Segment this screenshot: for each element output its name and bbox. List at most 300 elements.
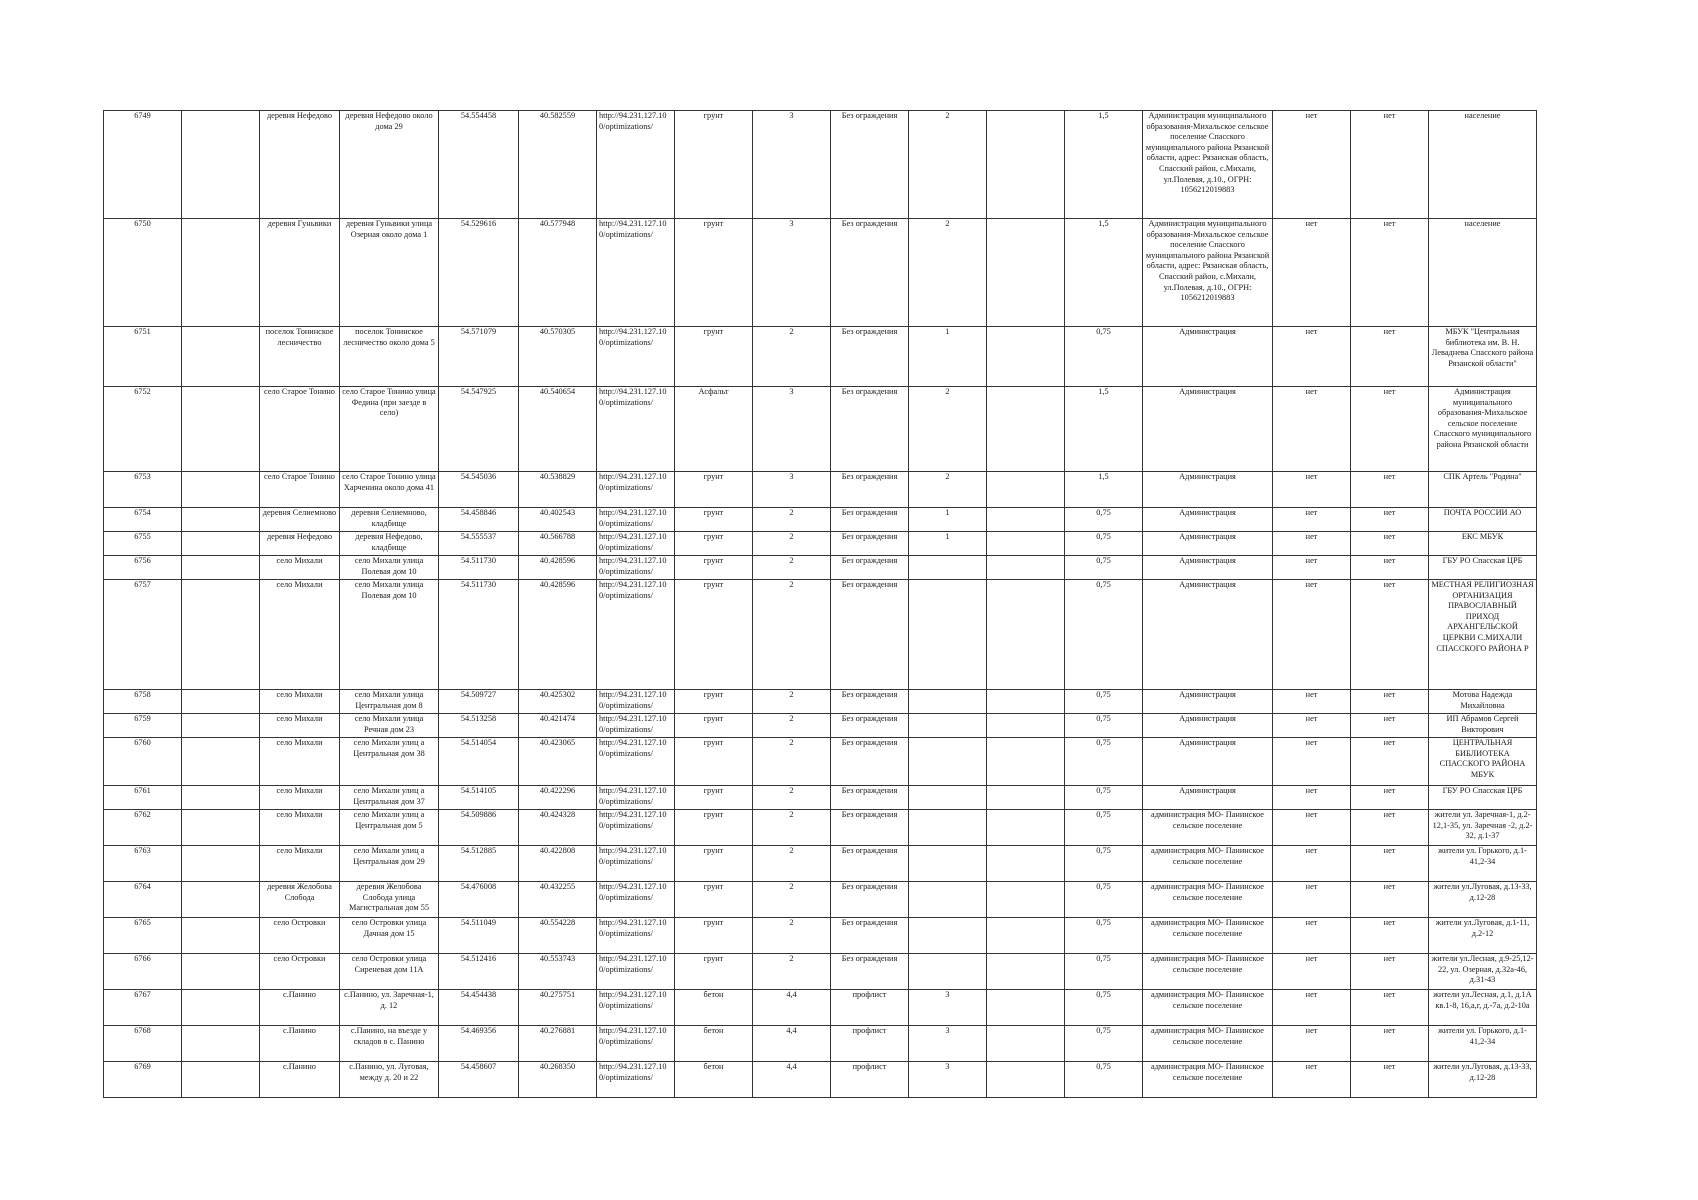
surface-cell: грунт — [675, 882, 753, 918]
table-row — [104, 327, 1537, 387]
flag-cell-2: нет — [1351, 556, 1429, 580]
address-cell: село Михали улица Центральная дом 8 — [340, 690, 439, 714]
latitude-cell: 54.458607 — [439, 1062, 519, 1098]
address-cell: село Островки улица Дачная дом 15 — [340, 918, 439, 954]
address-cell: с.Панино, ул. Луговая, между д. 20 и 22 — [340, 1062, 439, 1098]
address-cell: деревня Гуньвики улица Озерная около дома 1 — [340, 219, 439, 327]
blank-cell — [182, 690, 260, 714]
settlement-cell: деревня Нефедово — [260, 532, 340, 556]
waste-source-cell: ИП Абрамов Сергей Викторович — [1429, 714, 1537, 738]
map-link-cell[interactable]: http://94.231.127.10 0/optimizations/ — [597, 714, 675, 738]
latitude-cell: 54.547925 — [439, 387, 519, 472]
flag-cell-1: нет — [1273, 508, 1351, 532]
volume-cell: 0,75 — [1065, 846, 1143, 882]
latitude-cell: 54.545036 — [439, 472, 519, 508]
containers-cell: 1 — [909, 532, 987, 556]
flag-cell-1: нет — [1273, 918, 1351, 954]
table-row — [104, 387, 1537, 472]
area-cell: 3 — [753, 387, 831, 472]
table-row — [104, 1062, 1537, 1098]
address-cell: село Михали улиц а Центральная дом 38 — [340, 738, 439, 786]
map-link-cell[interactable]: http://94.231.127.10 0/optimizations/ — [597, 387, 675, 472]
flag-cell-1: нет — [1273, 1026, 1351, 1062]
area-cell: 2 — [753, 508, 831, 532]
blank-cell-2 — [987, 918, 1065, 954]
fence-cell: Без ограждения — [831, 954, 909, 990]
blank-cell-2 — [987, 1026, 1065, 1062]
owner-cell: Администрация — [1143, 738, 1273, 786]
map-link-cell[interactable]: http://94.231.127.10 0/optimizations/ — [597, 786, 675, 810]
containers-cell — [909, 738, 987, 786]
blank-cell — [182, 738, 260, 786]
latitude-cell: 54.509886 — [439, 810, 519, 846]
blank-cell-2 — [987, 882, 1065, 918]
flag-cell-2: нет — [1351, 327, 1429, 387]
table-row — [104, 219, 1537, 327]
longitude-cell: 40.422296 — [519, 786, 597, 810]
address-cell: село Михали улиц а Центральная дом 37 — [340, 786, 439, 810]
area-cell: 2 — [753, 690, 831, 714]
map-link-cell[interactable]: http://94.231.127.10 0/optimizations/ — [597, 690, 675, 714]
owner-cell: администрация МО- Панинское сельское поселение — [1143, 810, 1273, 846]
fence-cell: профлист — [831, 990, 909, 1026]
flag-cell-2: нет — [1351, 1062, 1429, 1098]
address-cell: село Михали улиц а Центральная дом 5 — [340, 810, 439, 846]
fence-cell: Без ограждения — [831, 714, 909, 738]
flag-cell-2: нет — [1351, 714, 1429, 738]
fence-cell: Без ограждения — [831, 387, 909, 472]
blank-cell — [182, 810, 260, 846]
owner-cell: Администрация — [1143, 472, 1273, 508]
longitude-cell: 40.276881 — [519, 1026, 597, 1062]
volume-cell: 0,75 — [1065, 556, 1143, 580]
settlement-cell: с.Панино — [260, 990, 340, 1026]
surface-cell: грунт — [675, 327, 753, 387]
address-cell: село Михали улиц а Центральная дом 29 — [340, 846, 439, 882]
surface-cell: грунт — [675, 918, 753, 954]
containers-cell — [909, 954, 987, 990]
surface-cell: грунт — [675, 219, 753, 327]
settlement-cell: село Михали — [260, 556, 340, 580]
table-row — [104, 532, 1537, 556]
map-link-cell[interactable]: http://94.231.127.10 0/optimizations/ — [597, 327, 675, 387]
containers-cell: 3 — [909, 1026, 987, 1062]
table-row — [104, 810, 1537, 846]
table-row — [104, 1026, 1537, 1062]
blank-cell-2 — [987, 954, 1065, 990]
blank-cell-2 — [987, 532, 1065, 556]
latitude-cell: 54.529616 — [439, 219, 519, 327]
record-id-cell: 6766 — [104, 954, 182, 990]
waste-source-cell: Мотова Надежда Михайловна — [1429, 690, 1537, 714]
blank-cell-2 — [987, 786, 1065, 810]
area-cell: 4,4 — [753, 990, 831, 1026]
flag-cell-2: нет — [1351, 690, 1429, 714]
blank-cell — [182, 1026, 260, 1062]
settlement-cell: село Михали — [260, 810, 340, 846]
surface-cell: бетон — [675, 990, 753, 1026]
blank-cell-2 — [987, 219, 1065, 327]
waste-source-cell: ГБУ РО Спасская ЦРБ — [1429, 786, 1537, 810]
surface-cell: грунт — [675, 472, 753, 508]
flag-cell-2: нет — [1351, 882, 1429, 918]
containers-cell: 3 — [909, 1062, 987, 1098]
map-link-cell[interactable]: http://94.231.127.10 0/optimizations/ — [597, 954, 675, 990]
containers-cell — [909, 918, 987, 954]
blank-cell-2 — [987, 990, 1065, 1026]
flag-cell-2: нет — [1351, 1026, 1429, 1062]
fence-cell: Без ограждения — [831, 918, 909, 954]
containers-cell — [909, 556, 987, 580]
latitude-cell: 54.512885 — [439, 846, 519, 882]
area-cell: 2 — [753, 327, 831, 387]
waste-source-cell: население — [1429, 111, 1537, 219]
table-row — [104, 556, 1537, 580]
surface-cell: грунт — [675, 846, 753, 882]
blank-cell-2 — [987, 556, 1065, 580]
longitude-cell: 40.582559 — [519, 111, 597, 219]
surface-cell: бетон — [675, 1062, 753, 1098]
area-cell: 4,4 — [753, 1062, 831, 1098]
record-id-cell: 6759 — [104, 714, 182, 738]
volume-cell: 1,5 — [1065, 219, 1143, 327]
blank-cell — [182, 714, 260, 738]
longitude-cell: 40.424328 — [519, 810, 597, 846]
latitude-cell: 54.513258 — [439, 714, 519, 738]
map-link-cell[interactable]: http://94.231.127.10 0/optimizations/ — [597, 738, 675, 786]
longitude-cell: 40.553743 — [519, 954, 597, 990]
containers-cell — [909, 846, 987, 882]
map-link-cell[interactable]: http://94.231.127.10 0/optimizations/ — [597, 1026, 675, 1062]
volume-cell: 0,75 — [1065, 580, 1143, 690]
area-cell: 3 — [753, 219, 831, 327]
settlement-cell: село Островки — [260, 918, 340, 954]
record-id-cell: 6757 — [104, 580, 182, 690]
flag-cell-1: нет — [1273, 846, 1351, 882]
latitude-cell: 54.511049 — [439, 918, 519, 954]
area-cell: 2 — [753, 810, 831, 846]
longitude-cell: 40.566788 — [519, 532, 597, 556]
address-cell: деревня Нефедово около дома 29 — [340, 111, 439, 219]
address-cell: село Михали улица Полевая дом 10 — [340, 580, 439, 690]
owner-cell: администрация МО- Панинское сельское поселение — [1143, 954, 1273, 990]
latitude-cell: 54.476008 — [439, 882, 519, 918]
settlement-cell: село Михали — [260, 786, 340, 810]
flag-cell-1: нет — [1273, 990, 1351, 1026]
owner-cell: Администрация — [1143, 327, 1273, 387]
surface-cell: бетон — [675, 1026, 753, 1062]
record-id-cell: 6755 — [104, 532, 182, 556]
map-link-cell[interactable]: http://94.231.127.10 0/optimizations/ — [597, 580, 675, 690]
fence-cell: Без ограждения — [831, 846, 909, 882]
blank-cell — [182, 556, 260, 580]
area-cell: 2 — [753, 714, 831, 738]
containers-cell: 2 — [909, 111, 987, 219]
longitude-cell: 40.428596 — [519, 580, 597, 690]
owner-cell: администрация МО- Панинское сельское поселение — [1143, 882, 1273, 918]
record-id-cell: 6758 — [104, 690, 182, 714]
surface-cell: грунт — [675, 714, 753, 738]
latitude-cell: 54.509727 — [439, 690, 519, 714]
surface-cell: грунт — [675, 810, 753, 846]
longitude-cell: 40.422808 — [519, 846, 597, 882]
record-id-cell: 6751 — [104, 327, 182, 387]
flag-cell-2: нет — [1351, 580, 1429, 690]
map-link-cell[interactable]: http://94.231.127.10 0/optimizations/ — [597, 882, 675, 918]
flag-cell-1: нет — [1273, 882, 1351, 918]
table-row — [104, 111, 1537, 219]
settlement-cell: поселок Тонинское лесничество — [260, 327, 340, 387]
map-link-cell[interactable]: http://94.231.127.10 0/optimizations/ — [597, 556, 675, 580]
record-id-cell: 6762 — [104, 810, 182, 846]
address-cell: село Михали улица Полевая дом 10 — [340, 556, 439, 580]
settlement-cell: с.Панино — [260, 1026, 340, 1062]
volume-cell: 0,75 — [1065, 327, 1143, 387]
blank-cell-2 — [987, 846, 1065, 882]
address-cell: деревня Нефедово, кладбище — [340, 532, 439, 556]
flag-cell-1: нет — [1273, 532, 1351, 556]
longitude-cell: 40.554228 — [519, 918, 597, 954]
record-id-cell: 6749 — [104, 111, 182, 219]
blank-cell-2 — [987, 690, 1065, 714]
volume-cell: 0,75 — [1065, 1026, 1143, 1062]
settlement-cell: деревня Гуньвики — [260, 219, 340, 327]
blank-cell — [182, 472, 260, 508]
latitude-cell: 54.554458 — [439, 111, 519, 219]
settlement-cell: село Михали — [260, 846, 340, 882]
area-cell: 2 — [753, 580, 831, 690]
fence-cell: Без ограждения — [831, 882, 909, 918]
blank-cell-2 — [987, 508, 1065, 532]
latitude-cell: 54.511730 — [439, 580, 519, 690]
flag-cell-2: нет — [1351, 508, 1429, 532]
volume-cell: 0,75 — [1065, 990, 1143, 1026]
area-cell: 2 — [753, 882, 831, 918]
surface-cell: грунт — [675, 954, 753, 990]
waste-source-cell: ЦЕНТРАЛЬНАЯ БИБЛИОТЕКА СПАССКОГО РАЙОНА МБУК — [1429, 738, 1537, 786]
blank-cell — [182, 990, 260, 1026]
flag-cell-2: нет — [1351, 472, 1429, 508]
owner-cell: Администрация муниципального образования-Михальское сельское поселение Спасского муниципального района Рязанской области, адрес: Рязанская область, Спасский район, с.Михали, ул.Полевая, д.10., ОГРН: 1056212019883 — [1143, 111, 1273, 219]
flag-cell-2: нет — [1351, 954, 1429, 990]
fence-cell: профлист — [831, 1026, 909, 1062]
waste-source-cell: жители ул. Горького, д.1-41,2-34 — [1429, 1026, 1537, 1062]
waste-source-cell: население — [1429, 219, 1537, 327]
surface-cell: грунт — [675, 580, 753, 690]
table-row — [104, 714, 1537, 738]
latitude-cell: 54.454438 — [439, 990, 519, 1026]
owner-cell: Администрация — [1143, 387, 1273, 472]
map-link-cell[interactable]: http://94.231.127.10 0/optimizations/ — [597, 111, 675, 219]
blank-cell — [182, 387, 260, 472]
volume-cell: 0,75 — [1065, 1062, 1143, 1098]
fence-cell: профлист — [831, 1062, 909, 1098]
containers-cell: 2 — [909, 219, 987, 327]
table-row — [104, 846, 1537, 882]
volume-cell: 1,5 — [1065, 472, 1143, 508]
address-cell: село Старое Тонино улица Федина (при заезде в село) — [340, 387, 439, 472]
address-cell: село Островки улица Сиреневая дом 11А — [340, 954, 439, 990]
map-link-cell[interactable]: http://94.231.127.10 0/optimizations/ — [597, 472, 675, 508]
containers-cell — [909, 580, 987, 690]
volume-cell: 0,75 — [1065, 918, 1143, 954]
map-link-cell[interactable]: http://94.231.127.10 0/optimizations/ — [597, 219, 675, 327]
fence-cell: Без ограждения — [831, 556, 909, 580]
fence-cell: Без ограждения — [831, 810, 909, 846]
waste-source-cell: СПК Артель "Родина" — [1429, 472, 1537, 508]
flag-cell-2: нет — [1351, 532, 1429, 556]
record-id-cell: 6763 — [104, 846, 182, 882]
latitude-cell: 54.555537 — [439, 532, 519, 556]
owner-cell: администрация МО- Панинское сельское поселение — [1143, 846, 1273, 882]
blank-cell — [182, 327, 260, 387]
settlement-cell: село Михали — [260, 714, 340, 738]
latitude-cell: 54.514105 — [439, 786, 519, 810]
flag-cell-1: нет — [1273, 580, 1351, 690]
flag-cell-1: нет — [1273, 219, 1351, 327]
volume-cell: 0,75 — [1065, 810, 1143, 846]
waste-source-cell: жители ул. Горького, д.1-41,2-34 — [1429, 846, 1537, 882]
flag-cell-2: нет — [1351, 111, 1429, 219]
map-link-cell[interactable]: http://94.231.127.10 0/optimizations/ — [597, 532, 675, 556]
table-row — [104, 738, 1537, 786]
longitude-cell: 40.540654 — [519, 387, 597, 472]
volume-cell: 0,75 — [1065, 786, 1143, 810]
blank-cell-2 — [987, 738, 1065, 786]
flag-cell-2: нет — [1351, 786, 1429, 810]
fence-cell: Без ограждения — [831, 690, 909, 714]
containers-cell — [909, 810, 987, 846]
volume-cell: 0,75 — [1065, 714, 1143, 738]
volume-cell: 0,75 — [1065, 882, 1143, 918]
table-row — [104, 690, 1537, 714]
flag-cell-1: нет — [1273, 786, 1351, 810]
flag-cell-1: нет — [1273, 111, 1351, 219]
volume-cell: 1,5 — [1065, 111, 1143, 219]
settlement-cell: с.Панино — [260, 1062, 340, 1098]
longitude-cell: 40.577948 — [519, 219, 597, 327]
map-link-cell[interactable]: http://94.231.127.10 0/optimizations/ — [597, 918, 675, 954]
address-cell: село Михали улица Речная дом 23 — [340, 714, 439, 738]
blank-cell — [182, 532, 260, 556]
longitude-cell: 40.425302 — [519, 690, 597, 714]
flag-cell-1: нет — [1273, 327, 1351, 387]
flag-cell-1: нет — [1273, 690, 1351, 714]
address-cell: с.Панино, ул. Заречная-1, д. 12 — [340, 990, 439, 1026]
waste-source-cell: ЕКС МБУК — [1429, 532, 1537, 556]
containers-cell: 2 — [909, 472, 987, 508]
longitude-cell: 40.428596 — [519, 556, 597, 580]
area-cell: 4,4 — [753, 1026, 831, 1062]
owner-cell: администрация МО- Панинское сельское поселение — [1143, 1062, 1273, 1098]
map-link-cell[interactable]: http://94.231.127.10 0/optimizations/ — [597, 990, 675, 1026]
settlement-cell: село Михали — [260, 580, 340, 690]
latitude-cell: 54.469356 — [439, 1026, 519, 1062]
blank-cell-2 — [987, 580, 1065, 690]
blank-cell-2 — [987, 714, 1065, 738]
area-cell: 3 — [753, 111, 831, 219]
address-cell: деревня Селиемново, кладбище — [340, 508, 439, 532]
flag-cell-1: нет — [1273, 556, 1351, 580]
owner-cell: Администрация — [1143, 690, 1273, 714]
fence-cell: Без ограждения — [831, 472, 909, 508]
table-row — [104, 472, 1537, 508]
flag-cell-1: нет — [1273, 714, 1351, 738]
blank-cell — [182, 1062, 260, 1098]
owner-cell: Администрация — [1143, 508, 1273, 532]
map-link-cell[interactable]: http://94.231.127.10 0/optimizations/ — [597, 1062, 675, 1098]
latitude-cell: 54.511730 — [439, 556, 519, 580]
longitude-cell: 40.538829 — [519, 472, 597, 508]
area-cell: 2 — [753, 786, 831, 810]
containers-cell — [909, 786, 987, 810]
flag-cell-2: нет — [1351, 990, 1429, 1026]
flag-cell-2: нет — [1351, 810, 1429, 846]
map-link-cell[interactable]: http://94.231.127.10 0/optimizations/ — [597, 810, 675, 846]
containers-cell — [909, 690, 987, 714]
waste-source-cell: жители ул.Луговая, д.1-11, д.2-12 — [1429, 918, 1537, 954]
record-id-cell: 6761 — [104, 786, 182, 810]
containers-cell: 2 — [909, 387, 987, 472]
settlement-cell: деревня Желобова Слобода — [260, 882, 340, 918]
address-cell: поселок Тонинское лесничество около дома 5 — [340, 327, 439, 387]
flag-cell-2: нет — [1351, 387, 1429, 472]
map-link-cell[interactable]: http://94.231.127.10 0/optimizations/ — [597, 846, 675, 882]
blank-cell — [182, 508, 260, 532]
volume-cell: 0,75 — [1065, 508, 1143, 532]
fence-cell: Без ограждения — [831, 111, 909, 219]
settlement-cell: деревня Нефедово — [260, 111, 340, 219]
area-cell: 2 — [753, 532, 831, 556]
surface-cell: грунт — [675, 532, 753, 556]
flag-cell-2: нет — [1351, 846, 1429, 882]
settlement-cell: село Старое Тонино — [260, 387, 340, 472]
longitude-cell: 40.432255 — [519, 882, 597, 918]
area-cell: 2 — [753, 954, 831, 990]
table-body — [104, 111, 1537, 1098]
map-link-cell[interactable]: http://94.231.127.10 0/optimizations/ — [597, 508, 675, 532]
owner-cell: Администрация — [1143, 556, 1273, 580]
table-row — [104, 918, 1537, 954]
settlement-cell: село Михали — [260, 738, 340, 786]
owner-cell: администрация МО- Панинское сельское поселение — [1143, 1026, 1273, 1062]
area-cell: 3 — [753, 472, 831, 508]
longitude-cell: 40.570305 — [519, 327, 597, 387]
record-id-cell: 6754 — [104, 508, 182, 532]
blank-cell — [182, 846, 260, 882]
record-id-cell: 6760 — [104, 738, 182, 786]
surface-cell: грунт — [675, 508, 753, 532]
volume-cell: 0,75 — [1065, 532, 1143, 556]
surface-cell: грунт — [675, 786, 753, 810]
blank-cell — [182, 918, 260, 954]
volume-cell: 0,75 — [1065, 954, 1143, 990]
waste-source-cell: МБУК "Центральная библиотека им. В. Н. Леваднева Спасского района Рязанской области" — [1429, 327, 1537, 387]
owner-cell: Администрация — [1143, 580, 1273, 690]
table-row — [104, 508, 1537, 532]
flag-cell-1: нет — [1273, 472, 1351, 508]
longitude-cell: 40.275751 — [519, 990, 597, 1026]
latitude-cell: 54.514054 — [439, 738, 519, 786]
surface-cell: Асфальт — [675, 387, 753, 472]
record-id-cell: 6768 — [104, 1026, 182, 1062]
containers-cell — [909, 882, 987, 918]
waste-source-cell: ПОЧТА РОССИИ АО — [1429, 508, 1537, 532]
blank-cell-2 — [987, 387, 1065, 472]
flag-cell-1: нет — [1273, 810, 1351, 846]
longitude-cell: 40.268350 — [519, 1062, 597, 1098]
fence-cell: Без ограждения — [831, 738, 909, 786]
